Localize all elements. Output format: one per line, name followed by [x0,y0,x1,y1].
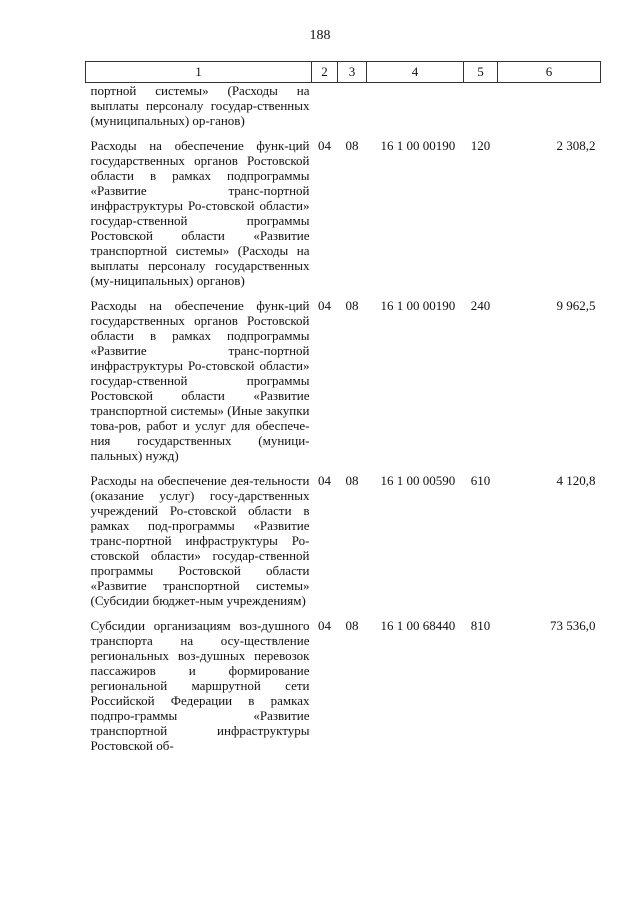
row-name: Расходы на обеспечение функ-ций государственных органов Ростовской области в рамках подпрограммы «Развитие транс-портной инфраструктуры Ро-стовской области» государ-ственной программы Ростовской области «Развитие транспортной системы» (Иные закупки това-ров, работ и услуг для обеспече-ния государственных (муници-пальных) нужд) [90,298,310,463]
budget-table [85,61,601,753]
row-type: 610 [470,473,491,488]
row-name: Расходы на обеспечение дея-тельности (оказание услуг) госу-дарственных учреждений Ро-стовской области в рамках под-программы «Развитие транс-портной инфраструктуры Ро-стовской области» государ-ственной программы Ростовской области «Развитие транспортной системы» (Субсидии бюджет-ным учреждениям) [90,473,310,608]
row-target: 16 1 00 00190 [380,138,456,153]
row-target: 16 1 00 00190 [380,298,456,313]
row-section: 04 [318,473,331,488]
column-header-5: 5 [464,62,498,83]
table-row [86,618,601,753]
row-subsection: 08 [345,298,359,313]
row-section: 04 [318,618,331,633]
row-name: Субсидии организациям воз-душного транспорта на осу-ществление региональных воз-душных перевозок пассажиров и формирование региональной маршрутной сети Российской Федерации в рамках подпро-граммы «Развитие транспортной инфраструктуры Ростовской об- [90,618,310,753]
column-header-2: 2 [312,62,338,83]
row-name: портной системы» (Расходы на выплаты персоналу государ-ственных (муниципальных) ор-ганов) [90,83,310,128]
row-amount [498,83,601,129]
row-type: 120 [470,138,491,153]
row-type [464,83,498,129]
row-subsection: 08 [345,618,359,633]
row-amount: 73 536,0 [550,618,596,633]
row-section [312,83,338,129]
column-header-6: 6 [498,62,601,83]
column-header-3: 3 [338,62,367,83]
row-type: 810 [470,618,491,633]
table-row [86,298,601,463]
row-type: 240 [470,298,491,313]
column-header-1: 1 [86,62,312,83]
row-amount: 9 962,5 [556,298,596,313]
row-amount: 4 120,8 [556,473,596,488]
row-section: 04 [318,138,331,153]
row-subsection: 08 [345,473,359,488]
page-number: 188 [309,28,331,43]
header-row [86,62,601,83]
column-header-4: 4 [367,62,464,83]
row-target: 16 1 00 68440 [380,618,456,633]
row-subsection [338,83,367,129]
row-section: 04 [318,298,331,313]
table-row [86,83,601,129]
table-row [86,473,601,608]
row-amount: 2 308,2 [556,138,596,153]
row-target [367,83,464,129]
table-row [86,138,601,288]
row-name: Расходы на обеспечение функ-ций государственных органов Ростовской области в рамках подпрограммы «Развитие транс-портной инфраструктуры Ро-стовской области» государ-ственной программы Ростовской области «Развитие транспортной системы» (Расходы на выплаты персоналу государственных (му-ниципальных) органов) [90,138,310,288]
row-subsection: 08 [345,138,359,153]
row-target: 16 1 00 00590 [380,473,456,488]
